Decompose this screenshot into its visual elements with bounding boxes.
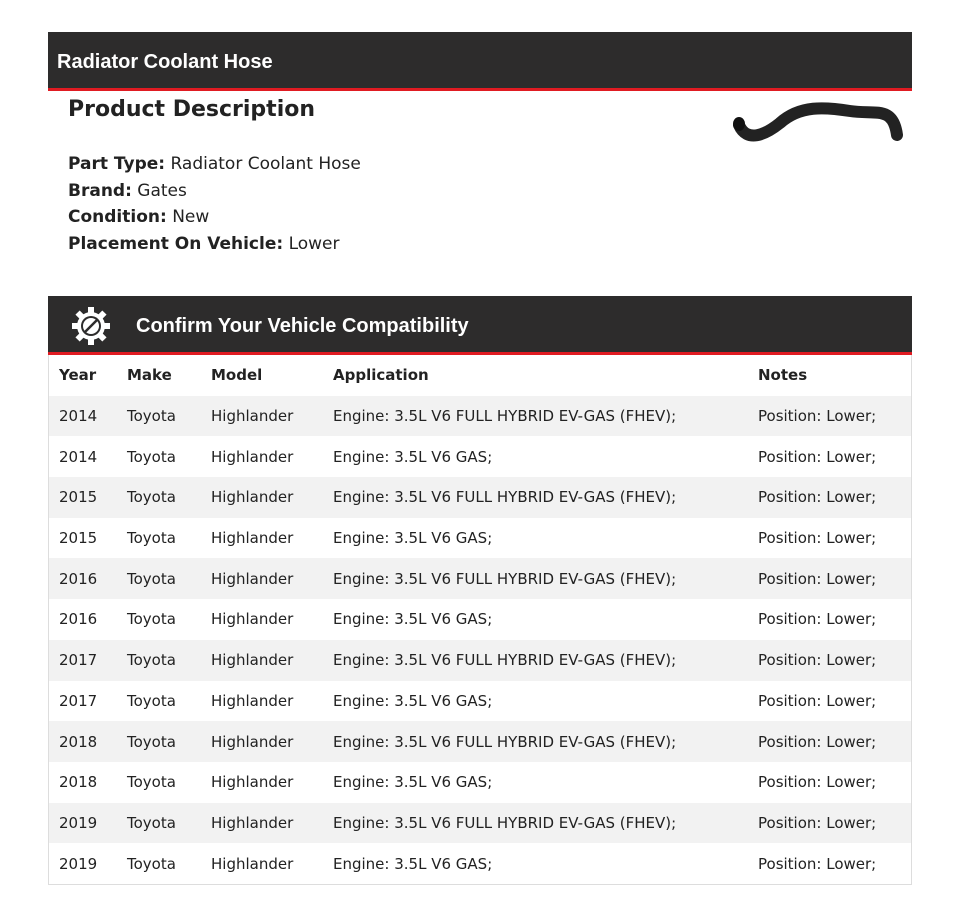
- description-heading: Product Description: [68, 97, 316, 122]
- cell-model: Highlander: [201, 477, 323, 518]
- cell-notes: Position: Lower;: [748, 396, 912, 437]
- cell-application: Engine: 3.5L V6 FULL HYBRID EV-GAS (FHEV);: [323, 477, 748, 518]
- table-row: [49, 721, 912, 762]
- cell-make: Toyota: [117, 396, 201, 437]
- col-notes: Notes: [758, 366, 808, 385]
- cell-year: 2019: [59, 854, 98, 873]
- cell-model: Highlander: [211, 529, 294, 548]
- cell-make: Toyota: [127, 773, 176, 792]
- cell-model: Highlander: [201, 640, 323, 681]
- cell-year: 2018: [49, 721, 118, 762]
- cell-application: Engine: 3.5L V6 GAS;: [333, 854, 493, 873]
- cell-make: Toyota: [117, 640, 201, 681]
- cell-year: 2014: [59, 447, 98, 466]
- cell-notes: Position: Lower;: [758, 610, 877, 629]
- cell-notes: Position: Lower;: [748, 477, 912, 518]
- cell-year: 2017: [59, 691, 98, 710]
- table-row: [49, 640, 912, 681]
- col-model: Model: [211, 366, 263, 385]
- cell-notes: Position: Lower;: [748, 803, 912, 844]
- product-title-bar: [48, 32, 912, 91]
- col-year: Year: [59, 366, 97, 385]
- table-row: [49, 843, 912, 884]
- table-row: [49, 762, 912, 803]
- table-row: [49, 599, 912, 640]
- gear-wrench-icon: [70, 305, 112, 347]
- cell-year: 2015: [49, 477, 118, 518]
- cell-notes: Position: Lower;: [758, 854, 877, 873]
- cell-notes: Position: Lower;: [748, 640, 912, 681]
- compatibility-title: Confirm Your Vehicle Compatibility: [136, 315, 469, 337]
- spec-list: [68, 151, 361, 257]
- cell-notes: Position: Lower;: [758, 529, 877, 548]
- cell-year: 2018: [59, 773, 98, 792]
- cell-year: 2016: [49, 558, 118, 599]
- cell-make: Toyota: [127, 529, 176, 548]
- cell-application: Engine: 3.5L V6 GAS;: [333, 529, 493, 548]
- cell-make: Toyota: [127, 854, 176, 873]
- cell-application: Engine: 3.5L V6 GAS;: [333, 610, 493, 629]
- cell-application: Engine: 3.5L V6 FULL HYBRID EV-GAS (FHEV);: [323, 803, 748, 844]
- product-title: Radiator Coolant Hose: [57, 51, 273, 73]
- cell-model: Highlander: [201, 721, 323, 762]
- cell-notes: Position: Lower;: [758, 691, 877, 710]
- table-row: [49, 477, 912, 518]
- spec-brand: Brand: Gates: [68, 180, 187, 201]
- cell-make: Toyota: [117, 558, 201, 599]
- table-row: [49, 518, 912, 559]
- table-row: [49, 396, 912, 437]
- cell-model: Highlander: [201, 558, 323, 599]
- cell-make: Toyota: [127, 610, 176, 629]
- cell-application: Engine: 3.5L V6 FULL HYBRID EV-GAS (FHEV);: [323, 721, 748, 762]
- compatibility-table: [48, 355, 912, 885]
- cell-year: 2019: [49, 803, 118, 844]
- cell-application: Engine: 3.5L V6 FULL HYBRID EV-GAS (FHEV);: [323, 558, 748, 599]
- spec-placement: Placement On Vehicle: Lower: [68, 233, 340, 254]
- spec-condition: Condition: New: [68, 207, 210, 227]
- cell-year: 2015: [59, 529, 98, 548]
- cell-make: Toyota: [117, 721, 201, 762]
- cell-make: Toyota: [117, 477, 201, 518]
- cell-application: Engine: 3.5L V6 GAS;: [333, 447, 493, 466]
- cell-model: Highlander: [211, 691, 294, 710]
- cell-make: Toyota: [127, 447, 176, 466]
- hose-product-image: [725, 95, 910, 150]
- table-row: [49, 436, 912, 477]
- cell-model: Highlander: [201, 803, 323, 844]
- cell-notes: Position: Lower;: [758, 447, 877, 466]
- cell-application: Engine: 3.5L V6 GAS;: [333, 773, 493, 792]
- cell-application: Engine: 3.5L V6 FULL HYBRID EV-GAS (FHEV);: [323, 640, 748, 681]
- spec-part-type: Part Type: Radiator Coolant Hose: [68, 154, 361, 174]
- cell-model: Highlander: [211, 773, 294, 792]
- cell-model: Highlander: [211, 854, 294, 873]
- table-row: [49, 681, 912, 722]
- cell-make: Toyota: [117, 803, 201, 844]
- cell-notes: Position: Lower;: [758, 773, 877, 792]
- cell-notes: Position: Lower;: [748, 721, 912, 762]
- compatibility-title-bar: [48, 296, 912, 355]
- table-row: [49, 803, 912, 844]
- cell-year: 2017: [49, 640, 118, 681]
- cell-year: 2016: [59, 610, 98, 629]
- cell-year: 2014: [49, 396, 118, 437]
- col-application: Application: [333, 366, 429, 385]
- cell-application: Engine: 3.5L V6 FULL HYBRID EV-GAS (FHEV);: [323, 396, 748, 437]
- cell-make: Toyota: [127, 691, 176, 710]
- cell-model: Highlander: [201, 396, 323, 437]
- table-header-row: [49, 355, 912, 396]
- table-row: [49, 558, 912, 599]
- cell-model: Highlander: [211, 610, 294, 629]
- cell-model: Highlander: [211, 447, 294, 466]
- cell-application: Engine: 3.5L V6 GAS;: [333, 691, 493, 710]
- col-make: Make: [127, 366, 172, 385]
- cell-notes: Position: Lower;: [748, 558, 912, 599]
